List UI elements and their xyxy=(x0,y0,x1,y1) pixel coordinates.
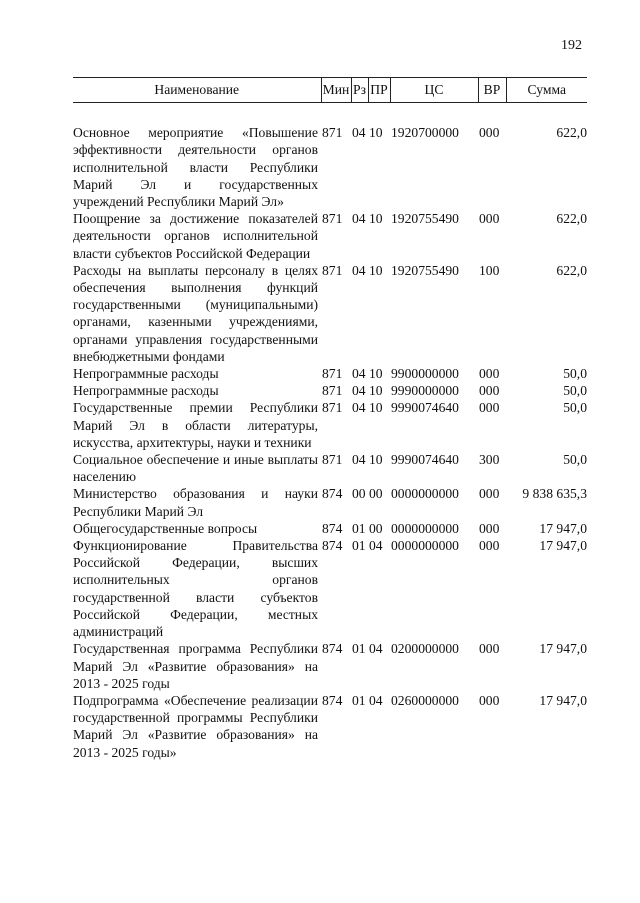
cell-pr: 10 xyxy=(369,211,383,227)
cell-sum: 9 838 635,3 xyxy=(522,486,587,502)
cell-name: Расходы на выплаты персоналу в целях обеспечения выполнения функций государственными (муниципальными) органами, казенными учреждениями, органами управления государственными внебюджетными фондами xyxy=(73,262,318,364)
cell-pr: 00 xyxy=(369,520,383,536)
page-number: 192 xyxy=(561,38,582,53)
table-row xyxy=(73,537,587,640)
cell-rz: 04 xyxy=(352,211,366,227)
cell-vr: 000 xyxy=(479,400,500,416)
cell-pr: 10 xyxy=(369,262,383,278)
cell-vr: 000 xyxy=(479,383,500,399)
cell-min: 871 xyxy=(322,452,343,468)
header-vr: ВР xyxy=(478,78,506,103)
header-cs: ЦС xyxy=(390,78,478,103)
cell-min: 874 xyxy=(322,538,343,554)
cell-min: 874 xyxy=(322,520,343,536)
table-row xyxy=(73,640,587,692)
header-name: Наименование xyxy=(73,78,321,103)
table-row xyxy=(73,262,587,365)
cell-rz: 04 xyxy=(352,125,366,141)
table-row xyxy=(73,451,587,485)
cell-min: 871 xyxy=(322,262,343,278)
cell-cs: 9990074640 xyxy=(391,400,459,416)
cell-cs: 0260000000 xyxy=(391,692,459,708)
cell-pr: 00 xyxy=(369,486,383,502)
header-sum: Сумма xyxy=(506,78,587,103)
cell-pr: 10 xyxy=(369,125,383,141)
cell-rz: 01 xyxy=(352,538,366,554)
table-row xyxy=(73,692,587,761)
cell-rz: 04 xyxy=(352,383,366,399)
cell-cs: 9990074640 xyxy=(391,452,459,468)
header-pr: ПР xyxy=(368,78,390,103)
cell-vr: 100 xyxy=(479,262,500,278)
cell-pr: 10 xyxy=(369,400,383,416)
cell-sum: 17 947,0 xyxy=(539,692,587,708)
cell-cs: 9990000000 xyxy=(391,383,459,399)
cell-name: Поощрение за достижение показателей деятельности органов исполнительной власти субъектов Российской Федерации xyxy=(73,211,318,261)
cell-pr: 04 xyxy=(369,692,383,708)
cell-vr: 000 xyxy=(479,641,500,657)
cell-name: Непрограммные расходы xyxy=(73,366,219,382)
cell-cs: 0200000000 xyxy=(391,641,459,657)
table-row xyxy=(73,485,587,519)
cell-rz: 04 xyxy=(352,452,366,468)
cell-sum: 622,0 xyxy=(556,125,587,141)
cell-sum: 622,0 xyxy=(556,211,587,227)
cell-vr: 300 xyxy=(479,452,500,468)
cell-rz: 04 xyxy=(352,262,366,278)
cell-min: 871 xyxy=(322,383,343,399)
cell-cs: 0000000000 xyxy=(391,538,459,554)
cell-vr: 000 xyxy=(479,486,500,502)
cell-sum: 17 947,0 xyxy=(539,538,587,554)
cell-sum: 50,0 xyxy=(563,452,587,468)
cell-pr: 04 xyxy=(369,641,383,657)
cell-sum: 50,0 xyxy=(563,366,587,382)
cell-rz: 01 xyxy=(352,641,366,657)
cell-name: Государственная программа Республики Марий Эл «Развитие образования» на 2013 - 2025 годы xyxy=(73,641,318,691)
cell-cs: 0000000000 xyxy=(391,520,459,536)
cell-rz: 04 xyxy=(352,366,366,382)
table-row xyxy=(73,382,587,399)
cell-vr: 000 xyxy=(479,125,500,141)
budget-table xyxy=(73,77,587,761)
header-spacer xyxy=(73,103,587,125)
table-row xyxy=(73,520,587,537)
cell-sum: 622,0 xyxy=(556,262,587,278)
cell-sum: 17 947,0 xyxy=(539,641,587,657)
cell-rz: 04 xyxy=(352,400,366,416)
cell-rz: 01 xyxy=(352,692,366,708)
cell-name: Подпрограмма «Обеспечение реализации государственной программы Республики Марий Эл «Развитие образования» на 2013 - 2025 годы» xyxy=(73,692,318,760)
cell-vr: 000 xyxy=(479,692,500,708)
cell-name: Государственные премии Республики Марий Эл в области литературы, искусства, архитектуры, науки и техники xyxy=(73,400,318,450)
table-header xyxy=(73,78,587,103)
cell-rz: 01 xyxy=(352,520,366,536)
header-min: Мин xyxy=(321,78,351,103)
cell-vr: 000 xyxy=(479,520,500,536)
cell-vr: 000 xyxy=(479,538,500,554)
cell-name: Общегосударственные вопросы xyxy=(73,520,258,536)
table-row xyxy=(73,399,587,451)
cell-min: 874 xyxy=(322,486,343,502)
header-rz: Рз xyxy=(351,78,368,103)
table-row xyxy=(73,365,587,382)
cell-min: 871 xyxy=(322,211,343,227)
cell-pr: 04 xyxy=(369,538,383,554)
cell-cs: 1920755490 xyxy=(391,211,459,227)
cell-min: 871 xyxy=(322,366,343,382)
cell-pr: 10 xyxy=(369,366,383,382)
cell-rz: 00 xyxy=(352,486,366,502)
cell-sum: 17 947,0 xyxy=(539,520,587,536)
cell-name: Социальное обеспечение и иные выплаты населению xyxy=(73,452,318,485)
cell-pr: 10 xyxy=(369,383,383,399)
cell-sum: 50,0 xyxy=(563,383,587,399)
cell-sum: 50,0 xyxy=(563,400,587,416)
cell-cs: 1920755490 xyxy=(391,262,459,278)
cell-name: Основное мероприятие «Повышение эффективности деятельности органов исполнительной власти Республики Марий Эл и государственных учреждений Республики Марий Эл» xyxy=(73,125,318,210)
cell-min: 874 xyxy=(322,692,343,708)
cell-min: 871 xyxy=(322,125,343,141)
cell-vr: 000 xyxy=(479,211,500,227)
cell-name: Непрограммные расходы xyxy=(73,383,219,399)
cell-vr: 000 xyxy=(479,366,500,382)
table-body xyxy=(73,103,587,761)
cell-min: 871 xyxy=(322,400,343,416)
cell-cs: 0000000000 xyxy=(391,486,459,502)
cell-min: 874 xyxy=(322,641,343,657)
cell-pr: 10 xyxy=(369,452,383,468)
cell-cs: 1920700000 xyxy=(391,125,459,141)
table-row xyxy=(73,124,587,210)
cell-name: Министерство образования и науки Республики Марий Эл xyxy=(73,486,318,519)
table-row xyxy=(73,210,587,262)
cell-cs: 9900000000 xyxy=(391,366,459,382)
cell-name: Функционирование Правительства Российской Федерации, высших исполнительных органов государственной власти субъектов Российской Федерации, местных администраций xyxy=(73,538,318,640)
